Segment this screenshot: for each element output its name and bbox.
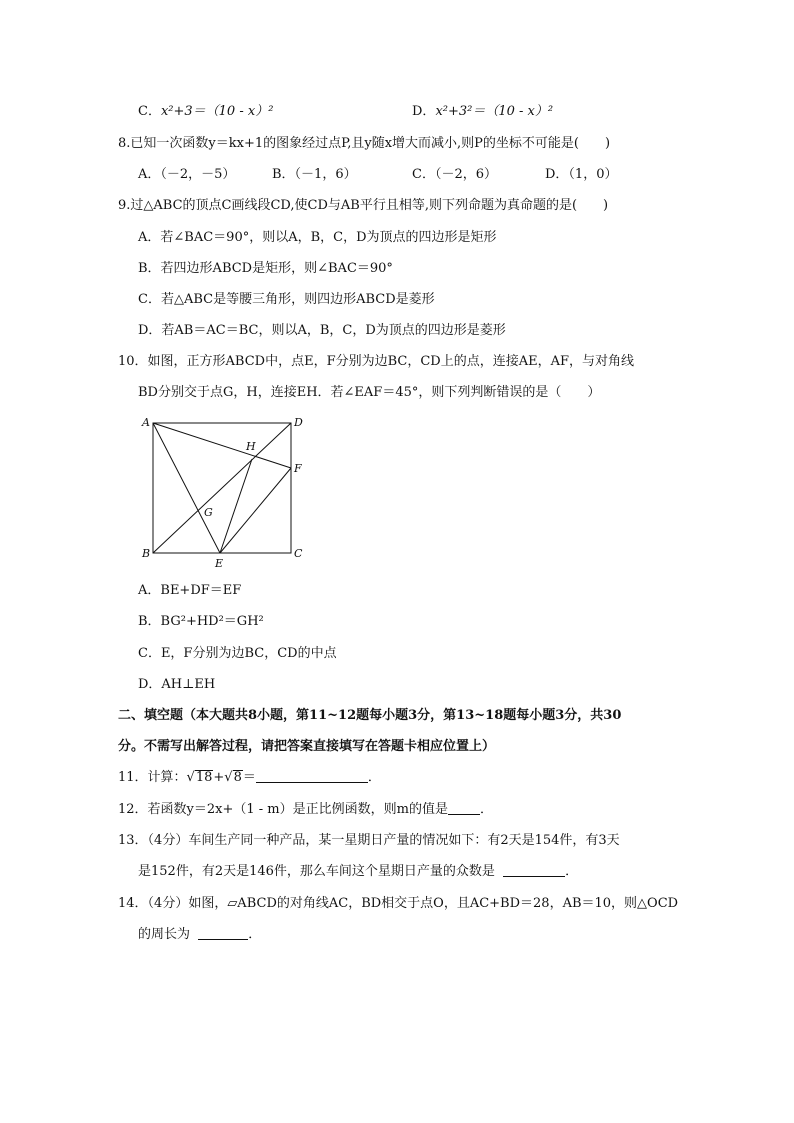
q12-end: ． (479, 802, 493, 817)
label-b: B (142, 547, 151, 560)
label-c: C (294, 547, 303, 560)
q13-end: ． (565, 864, 579, 879)
q8-option-d: D．（1，0） (545, 167, 618, 182)
q14-end: ． (248, 927, 262, 942)
q14-line2-text: 的周长为 (138, 927, 191, 942)
q7-option-d-text: x²+3²＝（10 - x）² (435, 104, 554, 119)
q10-option-d: D．AH⊥EH (138, 677, 216, 692)
q11-radicand-2: 8 (233, 770, 242, 785)
q10-stem-line1: 10．如图，正方形ABCD中，点E，F分别为边BC，CD上的点，连接AE，AF，与对角线 (118, 354, 635, 369)
q12-answer-blank[interactable] (448, 802, 480, 815)
q10-option-b: B．BG²+HD²＝GH² (138, 614, 264, 629)
label-e: E (215, 557, 224, 570)
q9-stem: 9.过△ABC的顶点C画线段CD,使CD与AB平行且相等,则下列命题为真命题的是( ) (118, 198, 609, 213)
q7-option-c-text: x²+3＝（10 - x）² (160, 104, 274, 119)
sqrt-sign-1: √ (186, 770, 195, 785)
q12 (118, 801, 493, 819)
section2-heading-line1: 二、填空题（本大题共8小题，第11~12题每小题3分，第13~18题每小题3分，共30 (118, 708, 622, 723)
q9-option-b: B．若四边形ABCD是矩形，则∠BAC＝90° (138, 261, 393, 276)
square-geometry-figure (138, 413, 310, 573)
q14-answer-blank[interactable] (198, 927, 248, 940)
q13-line2-text: 是152件，有2天是146件，那么车间这个星期日产量的众数是 (138, 864, 495, 879)
q8-option-a: A．（－2，－5） (138, 167, 236, 182)
diagonal-bd (153, 423, 291, 553)
q10-option-a: A．BE+DF＝EF (138, 583, 242, 598)
label-f: F (294, 462, 302, 475)
q9-option-d: D．若AB＝AC＝BC，则以A，B，C，D为顶点的四边形是菱形 (138, 323, 506, 338)
q13-line1: 13．（4分）车间生产同一种产品，某一星期日产量的情况如下：有2天是154件，有3天 (118, 833, 620, 848)
segment-eh (220, 459, 252, 553)
q10-stem-line2: BD分别交于点G，H，连接EH．若∠EAF＝45°，则下列判断错误的是（ ） (138, 385, 601, 400)
q7-option-d (412, 103, 553, 121)
q10-option-c: C．E，F分别为边BC，CD的中点 (138, 646, 337, 661)
q14-line1: 14．（4分）如图，▱ABCD的对角线AC，BD相交于点O，且AC+BD＝28，AB＝10，则△OCD (118, 896, 679, 911)
q12-text: 12．若函数y＝2x+（1 - m）是正比例函数，则m的值是 (118, 802, 448, 817)
segment-ef (220, 468, 291, 553)
q11-plus: + (213, 770, 225, 785)
q7-option-c (138, 103, 273, 121)
label-h: H (246, 440, 256, 453)
q11-equals: ＝ (242, 770, 256, 785)
q13-answer-blank[interactable] (503, 864, 565, 877)
section2-heading-line2: 分。不需写出解答过程，请把答案直接填写在答题卡相应位置上） (118, 739, 496, 754)
q11-prefix: 11．计算： (118, 770, 187, 785)
q11-radicand-1: 18 (195, 770, 213, 785)
segment-ae (153, 423, 220, 553)
q9-option-c: C．若△ABC是等腰三角形，则四边形ABCD是菱形 (138, 292, 435, 307)
label-a: A (142, 416, 150, 429)
q11-end: ． (367, 770, 381, 785)
q11-answer-blank[interactable] (256, 770, 368, 783)
q8-option-c: C．（－2，6） (412, 167, 497, 182)
q13-line2 (138, 863, 578, 881)
label-d: D (294, 416, 303, 429)
q11 (118, 769, 381, 787)
q14-line2 (138, 926, 261, 944)
q9-option-a: A．若∠BAC＝90°，则以A，B，C，D为顶点的四边形是矩形 (138, 230, 497, 245)
label-g: G (204, 506, 213, 519)
q7-option-c-label: C． (138, 104, 161, 119)
sqrt-sign-2: √ (224, 770, 233, 785)
segment-af (153, 423, 291, 468)
q7-option-d-label: D． (412, 104, 436, 119)
q8-option-b: B．（－1，6） (272, 167, 357, 182)
q8-stem: 8.已知一次函数y＝kx+1的图象经过点P,且y随x增大而减小,则P的坐标不可能是( ) (118, 136, 611, 151)
